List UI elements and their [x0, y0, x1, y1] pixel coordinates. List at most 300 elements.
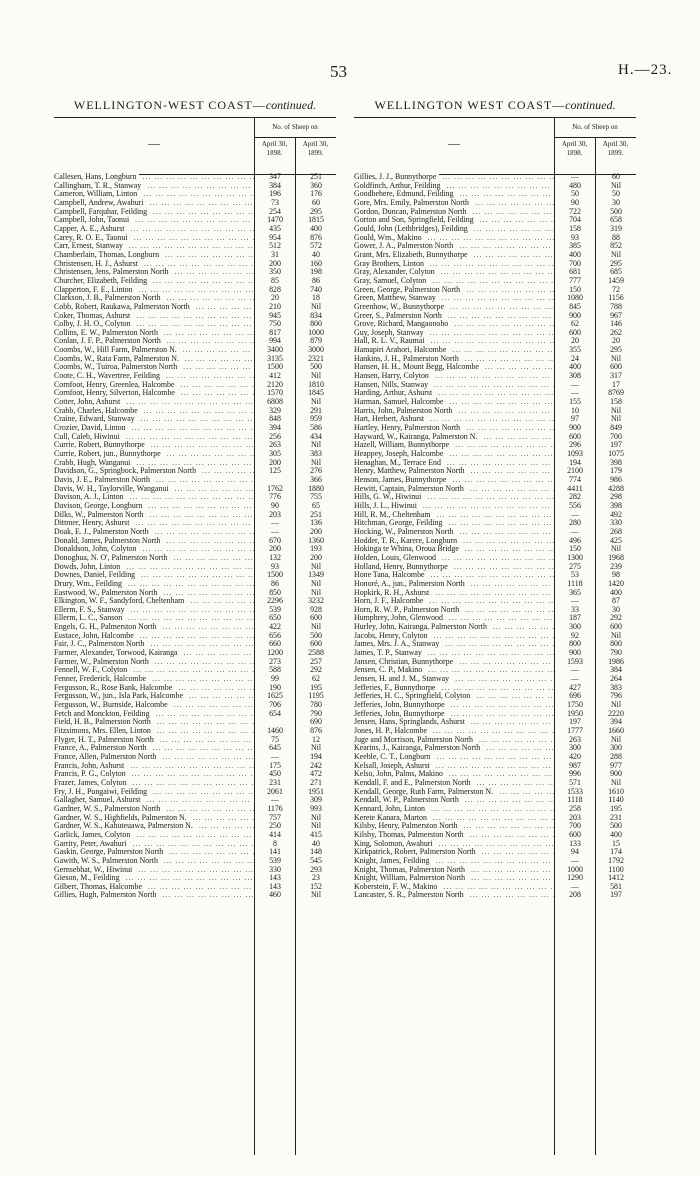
owner-name: Honoré, A., jun., Palmerston North — [354, 580, 468, 588]
sheep-1898: 73 — [271, 197, 279, 207]
sheep-1899: Nil — [310, 371, 322, 381]
owner-name: Christensen, H. J., Ashurst — [54, 260, 141, 268]
sheep-1899: 317 — [610, 371, 622, 381]
sheep-1898: 1093 — [567, 449, 583, 458]
owner-name: Clapperton, F. E., Linton — [54, 286, 136, 294]
sheep-1899: 65 — [312, 500, 320, 510]
owner-name-cell — [54, 493, 254, 502]
owner-name-cell — [54, 190, 254, 199]
table-row — [354, 822, 636, 831]
sheep-1899: 1412 — [608, 873, 624, 883]
owner-name: Downes, Daniel, Feilding — [54, 571, 138, 579]
sheep-1899: 86 — [312, 275, 320, 285]
sheep-1898: 329 — [269, 405, 281, 415]
sheep-1899: 20 — [612, 336, 620, 346]
table-row — [54, 286, 336, 295]
table-row — [354, 251, 636, 260]
owner-name-cell — [54, 762, 254, 771]
sheep-1898: — — [571, 379, 579, 389]
table-row — [54, 788, 336, 797]
sheep-1899: 3000 — [308, 345, 324, 355]
table-row — [354, 234, 636, 243]
sheep-1899: 398 — [610, 457, 622, 467]
sheep-1899: 288 — [610, 751, 622, 761]
table-row — [354, 554, 636, 563]
owner-name: Kendall, F. and E., Palmerston North — [354, 779, 474, 787]
owner-name-cell — [354, 545, 554, 554]
owner-name-cell — [354, 467, 554, 476]
owner-name-cell — [54, 441, 254, 450]
sheep-1899: 700 — [610, 431, 622, 441]
sheep-1899: 2321 — [308, 353, 324, 363]
owner-name-cell — [54, 234, 254, 243]
sheep-1898: 330 — [269, 864, 281, 874]
table-row — [354, 632, 636, 641]
owner-name-cell — [354, 623, 554, 632]
table-row — [54, 493, 336, 502]
owner-name: Gardner, W. S., Palmerston North — [54, 805, 163, 813]
table-row — [354, 182, 636, 191]
owner-name: Hansen, Nills, Stanway — [354, 381, 431, 389]
owner-name: Kennard, John, Linton — [354, 805, 428, 813]
owner-name-cell — [354, 476, 554, 485]
owner-name-cell — [54, 225, 254, 234]
table-row — [54, 519, 336, 528]
year-1899-header: April 30, 1899. — [602, 140, 629, 157]
table-row — [354, 866, 636, 875]
sheep-1898: 10 — [571, 405, 579, 415]
owner-name: Jensen, C. P., Makino — [354, 666, 425, 674]
table-row — [54, 389, 336, 398]
sheep-1899: 72 — [612, 284, 620, 294]
owner-name: Jefferies, H. C., Springfield, Colyton — [354, 692, 473, 700]
owner-name-cell — [54, 320, 254, 329]
table-row — [354, 355, 636, 364]
sheep-1898: 700 — [569, 821, 581, 831]
owner-name: Cull, Caleb, Hiwinui — [54, 433, 123, 441]
table-row — [354, 363, 636, 372]
table-row — [54, 476, 336, 485]
sheep-1899: 1420 — [608, 578, 624, 588]
owner-name-cell — [54, 571, 254, 580]
table-row — [354, 840, 636, 849]
sheep-1898: 645 — [269, 743, 281, 753]
owner-name-cell — [54, 666, 254, 675]
owner-name: Coombs, W., Tuiroa, Palmerston North — [54, 363, 180, 371]
owner-name-cell — [354, 346, 554, 355]
sheep-1898: — — [571, 855, 579, 865]
sheep-1899: 600 — [310, 613, 322, 623]
owner-name: Kirkpatrick, Robert, Palmerston North — [354, 848, 479, 856]
table-body — [354, 173, 636, 1155]
sheep-1898: — — [271, 526, 279, 536]
table-row — [354, 779, 636, 788]
owner-name-cell — [54, 381, 254, 390]
sheep-1898: 93 — [571, 232, 579, 242]
table-header — [354, 117, 636, 175]
owner-name-cell — [54, 407, 254, 416]
owner-name-cell — [354, 640, 554, 649]
owner-name: Horn, J. F., Halcombe — [354, 597, 426, 605]
owner-name-cell — [54, 355, 254, 364]
year-1899-header: April 30, 1899. — [302, 140, 329, 157]
sheep-1899: 160 — [310, 258, 322, 268]
sheep-1899: 500 — [310, 362, 322, 372]
sheep-1899: Nil — [310, 301, 322, 311]
owner-name-cell — [54, 537, 254, 546]
table-row — [354, 692, 636, 701]
sheep-1898: 300 — [569, 743, 581, 753]
owner-name-cell — [54, 840, 254, 849]
owner-name-cell — [354, 337, 554, 346]
sheep-1898: 187 — [569, 613, 581, 623]
table-row — [354, 485, 636, 494]
table-row — [354, 857, 636, 866]
sheep-1898: 1500 — [267, 362, 283, 372]
sheep-1898: 700 — [569, 258, 581, 268]
sheep-1899: 685 — [610, 267, 622, 277]
owner-name-cell — [54, 866, 254, 875]
sheep-1899: 276 — [310, 466, 322, 476]
table-row — [54, 511, 336, 520]
owner-name: Dittmer, Henry, Ashurst — [54, 519, 132, 527]
sheep-1899: 309 — [310, 795, 322, 805]
name-column-header: — — [148, 136, 160, 150]
sheep-1898: 681 — [569, 267, 581, 277]
owner-name: Fennell, W. F., Colyton — [54, 666, 130, 674]
owner-name: Kelso, John, Palms, Makino — [354, 770, 446, 778]
sheep-1899: 600 — [610, 362, 622, 372]
owner-name-cell — [354, 814, 554, 823]
table-row — [354, 710, 636, 719]
owner-name: Jansen, Christian, Bunnythorpe — [354, 658, 456, 666]
table-row — [354, 216, 636, 225]
sheep-1898: 1750 — [567, 700, 583, 710]
table-row — [54, 467, 336, 476]
document-ref: H.—23. — [618, 62, 673, 78]
owner-name: Hodder, T. R., Karere, Longburn — [354, 537, 460, 545]
sheep-1898: 97 — [571, 414, 579, 424]
sheep-1899: 600 — [310, 639, 322, 649]
table-row — [354, 848, 636, 857]
owner-name-cell — [54, 528, 254, 537]
sheep-1898: 384 — [269, 180, 281, 190]
owner-name-cell — [354, 225, 554, 234]
owner-name-cell — [54, 485, 254, 494]
owner-name-cell — [54, 554, 254, 563]
section-title: WELLINGTON-WEST COAST—continued. — [73, 98, 317, 112]
sheep-1898: 200 — [269, 258, 281, 268]
sheep-1898: 20 — [271, 293, 279, 303]
sheep-1899: Nil — [610, 353, 622, 363]
owner-name: Frazer, James, Colyton — [54, 779, 129, 787]
sheep-1899: Nil — [310, 812, 322, 822]
owner-name: Hocking, W., Palmerston North — [354, 528, 457, 536]
owner-name-cell — [354, 796, 554, 805]
owner-name: Conlan, J. F. P., Palmerston North — [54, 337, 164, 345]
owner-name-cell — [54, 848, 254, 857]
table-row — [54, 632, 336, 641]
owner-name: Kendall, George, Ruth Farm, Palmerston N. — [354, 788, 496, 796]
sheep-1898: 132 — [269, 552, 281, 562]
sheep-1899: 30 — [612, 604, 620, 614]
owner-name: Hartley, Henry, Palmerston North — [354, 424, 463, 432]
sheep-1899: Nil — [610, 249, 622, 259]
table-row — [54, 640, 336, 649]
sheep-1899: 800 — [610, 639, 622, 649]
sheep-1899: 62 — [312, 674, 320, 684]
sheep-1899: 1968 — [608, 552, 624, 562]
sheep-1899: 796 — [610, 691, 622, 701]
sheep-1899: Nil — [310, 743, 322, 753]
table-row — [354, 433, 636, 442]
sheep-1898: 62 — [571, 319, 579, 329]
table-row — [354, 891, 636, 900]
table-row — [354, 476, 636, 485]
sheep-1898: 31 — [271, 249, 279, 259]
table-row — [54, 537, 336, 546]
sheep-1899: 1075 — [608, 449, 624, 458]
owner-name-cell — [354, 511, 554, 520]
sheep-1898: 1470 — [267, 215, 283, 225]
sheep-1899: 195 — [310, 682, 322, 692]
table-row — [354, 883, 636, 892]
owner-name: Campbell, Farquhar, Feilding — [54, 208, 150, 216]
sheep-1899: 800 — [310, 319, 322, 329]
table-row — [54, 398, 336, 407]
sheep-1899: 434 — [310, 431, 322, 441]
table-row — [54, 883, 336, 892]
sheep-1898: 53 — [571, 570, 579, 580]
table-row — [354, 173, 636, 182]
sheep-1898: 275 — [569, 561, 581, 571]
owner-name-cell — [354, 554, 554, 563]
table-row — [54, 415, 336, 424]
owner-name: Greer, S., Palmerston North — [354, 312, 445, 320]
owner-name: Gawith, W. S., Palmerston North — [54, 857, 161, 865]
owner-name: Eastwood, W., Palmerston North — [54, 589, 160, 597]
table-row — [354, 606, 636, 615]
table-row — [354, 372, 636, 381]
table-row — [354, 701, 636, 710]
name-column-header: — — [448, 136, 460, 150]
sheep-1898: 556 — [569, 500, 581, 510]
sheep-1898: 141 — [269, 847, 281, 857]
table-row — [54, 796, 336, 805]
owner-name: Fair, J. C., Palmerston North — [54, 640, 147, 648]
sheep-1899: 195 — [610, 803, 622, 813]
sheep-1898: 828 — [269, 284, 281, 294]
sheep-1898: 296 — [569, 440, 581, 450]
sheep-1899: 12 — [312, 734, 320, 744]
owner-name: Davison, A. J., Linton — [54, 493, 126, 501]
owner-name: Coombs, W., Rata Farm, Palmerston N. — [54, 355, 182, 363]
sheep-1898: — — [571, 509, 579, 519]
table-row — [354, 649, 636, 658]
owner-name-cell — [354, 363, 554, 372]
sheep-1899: 959 — [310, 414, 322, 424]
owner-name: Chamberlain, Thomas, Longburn — [54, 251, 162, 259]
sheep-1898: 200 — [269, 457, 281, 467]
owner-name: Kelsall, Joseph, Ashurst — [354, 762, 433, 770]
owner-name: Kendall, W. P., Palmerston North — [354, 796, 462, 804]
owner-name: Jones, H. P., Halcombe — [354, 727, 430, 735]
owner-name-cell — [354, 320, 554, 329]
sheep-1899: 1459 — [608, 275, 624, 285]
table-row — [354, 814, 636, 823]
owner-name-cell — [354, 424, 554, 433]
table-row — [354, 398, 636, 407]
owner-name-cell — [54, 476, 254, 485]
sheep-1899: 780 — [310, 700, 322, 710]
table-row — [354, 736, 636, 745]
sheep-1899: 1810 — [308, 379, 324, 389]
owner-name: Heappey, Joseph, Halcombe — [354, 450, 446, 458]
owner-name: Campbell, John, Taonui — [54, 216, 132, 224]
sheep-1898: 600 — [569, 829, 581, 839]
table-row — [54, 372, 336, 381]
table-row — [54, 779, 336, 788]
owner-name: Holden, Louis, Glenwood — [354, 554, 439, 562]
owner-name-cell — [354, 762, 554, 771]
owner-name-cell — [54, 459, 254, 468]
table-row — [354, 753, 636, 762]
owner-name-cell — [354, 242, 554, 251]
owner-name-cell — [354, 883, 554, 892]
owner-name: Drury, Wm., Feilding — [54, 580, 125, 588]
sheep-1898: 263 — [569, 734, 581, 744]
sheep-1899: 1610 — [608, 786, 624, 796]
sheep-1898: 258 — [569, 803, 581, 813]
table-row — [354, 320, 636, 329]
sheep-1898: 208 — [569, 890, 581, 900]
owner-name-cell — [54, 312, 254, 321]
owner-name: Gaskin, George, Palmerston North — [54, 848, 166, 856]
owner-name: Cameron, William, Linton — [54, 190, 140, 198]
owner-name-cell — [54, 580, 254, 589]
sheep-1898: 280 — [569, 518, 581, 528]
table-row — [354, 450, 636, 459]
table-row — [354, 684, 636, 693]
owner-name: Carr, Ernest, Stanway — [54, 242, 126, 250]
sheep-1898: 200 — [269, 544, 281, 554]
owner-name-cell — [54, 736, 254, 745]
sheep-1899: Nil — [610, 630, 622, 640]
owner-name-cell — [354, 389, 554, 398]
sheep-1898: 2100 — [567, 466, 583, 476]
owner-name: Dowds, John, Linton — [54, 563, 123, 571]
owner-name: James, T. P., Stanway — [354, 649, 425, 657]
owner-name: Gray, Alexander, Colyton — [354, 268, 438, 276]
owner-name: Kilsby, Thomas, Palmerston North — [354, 831, 467, 839]
owner-name-cell — [54, 563, 254, 572]
owner-name: Hall, R. L. V., Raumai — [354, 337, 428, 345]
sheep-1898: 385 — [569, 241, 581, 251]
sheep-1898: 900 — [569, 423, 581, 433]
sheep-1898: 300 — [569, 622, 581, 632]
owner-name: Goodbehere, Edmund, Feilding — [354, 190, 457, 198]
sheep-1899: 264 — [610, 674, 622, 684]
owner-name: Davis, W. H., Taylorville, Wanganui — [54, 485, 171, 493]
table-row — [54, 736, 336, 745]
sheep-1899: 146 — [610, 319, 622, 329]
owner-name-cell — [354, 173, 554, 182]
sheep-1899: 251 — [310, 509, 322, 519]
table-row — [54, 459, 336, 468]
owner-name-cell — [54, 519, 254, 528]
owner-name: Henry, Matthew, Palmerston North — [354, 467, 468, 475]
owner-name: Harris, John, Palmerston North — [354, 407, 455, 415]
owner-name: Donoghua, N. O', Palmerston North — [54, 554, 170, 562]
sheep-1899: 152 — [310, 881, 322, 891]
owner-name-cell — [354, 182, 554, 191]
sheep-1899: 158 — [610, 397, 622, 407]
sheep-1899: 23 — [312, 873, 320, 883]
sheep-1898: 273 — [269, 656, 281, 666]
table-row — [354, 675, 636, 684]
sheep-1899: 194 — [310, 751, 322, 761]
owner-name: Hopkirk, R. H., Ashurst — [354, 589, 432, 597]
table-row — [354, 805, 636, 814]
owner-name-cell — [54, 658, 254, 667]
sheep-1899: 242 — [310, 760, 322, 770]
sheep-1898: 1500 — [267, 570, 283, 580]
sheep-1899: 581 — [610, 881, 622, 891]
sheep-1898: 203 — [569, 812, 581, 822]
sheep-1898: 420 — [569, 751, 581, 761]
table-row — [354, 718, 636, 727]
sheep-1898: 305 — [269, 449, 281, 458]
sheep-1899: 500 — [610, 821, 622, 831]
owner-name: Keeble, C. T., Longburn — [354, 753, 434, 761]
owner-name-cell — [354, 788, 554, 797]
sheep-1899: Nil — [610, 180, 622, 190]
sheep-1898: 175 — [269, 760, 281, 770]
table-row — [354, 580, 636, 589]
owner-name-cell — [54, 675, 254, 684]
sheep-1899: 394 — [610, 717, 622, 727]
sheep-1899: Nil — [310, 821, 322, 831]
table-row — [54, 891, 336, 900]
owner-name: Gore, Mrs. Emily, Palmerston North — [354, 199, 472, 207]
sheep-1899: 30 — [612, 197, 620, 207]
table-row — [354, 666, 636, 675]
table-row — [354, 329, 636, 338]
sheep-1898: — — [571, 388, 579, 398]
owner-name: Currie, Robert, Bunnythorpe — [54, 441, 148, 449]
sheep-1899: 179 — [610, 466, 622, 476]
table-row — [54, 649, 336, 658]
table-row — [354, 874, 636, 883]
sheep-1899: 834 — [310, 310, 322, 320]
table-row — [354, 190, 636, 199]
table-row — [54, 441, 336, 450]
sheep-1898: — — [571, 674, 579, 684]
owner-name-cell — [54, 260, 254, 269]
owner-name-cell — [54, 268, 254, 277]
year-1898-header: April 30, 1898. — [561, 140, 588, 157]
owner-name-cell — [54, 208, 254, 217]
owner-name-cell — [354, 277, 554, 286]
owner-name: Grove, Richard, Mangaonoho — [354, 320, 451, 328]
sheep-1898: 848 — [269, 414, 281, 424]
sheep-1899: 330 — [610, 518, 622, 528]
owner-name-cell — [354, 874, 554, 883]
owner-name-cell — [54, 614, 254, 623]
owner-name-cell — [354, 857, 554, 866]
table-row — [354, 346, 636, 355]
table-row — [354, 208, 636, 217]
